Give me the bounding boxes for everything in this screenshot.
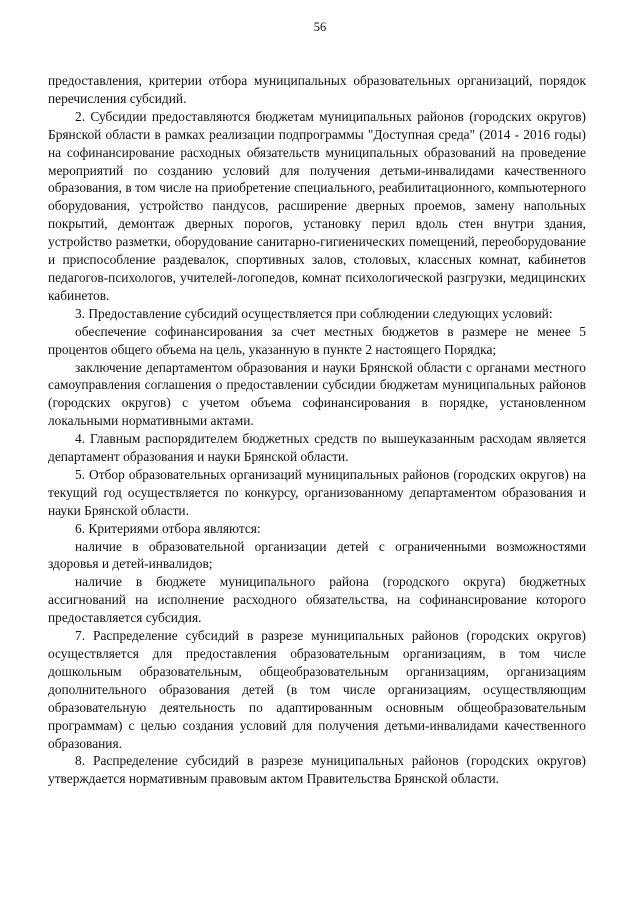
paragraph-5-selection: 5. Отбор образовательных организаций муниципальных районов (городских округов) на текущий год осуществляется по конкурсу, организованному департаментом образования и науки Брянской области. [48,466,586,518]
paragraph-condition-cofinancing: обеспечение софинансирования за счет местных бюджетов в размере не менее 5 процентов общего объема на цель, указанную в пункте 2 настоящего Порядка; [48,323,586,357]
paragraph-3-conditions: 3. Предоставление субсидий осуществляется при соблюдении следующих условий: [75,305,553,321]
paragraph-8-approval: 8. Распределение субсидий в разрезе муниципальных районов (городских округов) утверждается нормативным правовым актом Правительства Брянской области. [48,753,586,787]
paragraph-7-distribution: 7. Распределение субсидий в разрезе муниципальных районов (городских округов) осуществляется для предоставления образовательным организациям, в том числе дошкольным образовательным, общеобразовательным организациям, организациям дополнительного образования детей (в том числе организациям, осуществляющим образовательную деятельность по адаптированным основным общеобразовательным программам) с целью создания условий для получения детьми-инвалидами качественного образования. [48,628,586,751]
paragraph-criterion-budget: наличие в бюджете муниципального района (городского округа) бюджетных ассигнований на исполнение расходного обязательства, на софинансирование которого предоставляется субсидия. [48,574,586,626]
paragraph-criterion-children: наличие в образовательной организации детей с ограниченными возможностями здоровья и детей-инвалидов; [48,538,586,572]
document-body [48,72,586,788]
paragraph-condition-agreement: заключение департаментом образования и науки Брянской области с органами местного самоуправления соглашения о предоставлении субсидии бюджетам муниципальных районов (городских округов) с учетом объема софинансирования в порядке, установленном локальными нормативными актами. [48,359,586,429]
page-number: 56 [313,20,327,34]
paragraph-1-continuation: предоставления, критерии отбора муниципальных образовательных организаций, порядок перечисления субсидий. [48,73,586,106]
paragraph-2-subsidies: 2. Субсидии предоставляются бюджетам муниципальных районов (городских округов) Брянской области в рамках реализации подпрограммы "Доступная среда" (2014 - 2016 годы) на софинансирование расходных обязательств муниципальных образований на проведение мероприятий по созданию условий для получения детьми-инвалидами качественного образования, в том числе на приобретение специального, реабилитационного, компьютерного оборудования, устройство пандусов, расширение дверных проемов, замену напольных покрытий, демонтаж дверных порогов, установку перил вдоль стен внутри здания, устройство разметки, оборудование санитарно-гигиенических помещений, переоборудование и приспособление раздевалок, спортивных залов, столовых, классных комнат, кабинетов педагогов-психологов, учителей-логопедов, комнат психологической разгрузки, медицинских кабинетов. [48,108,586,303]
paragraph-4-administrator: 4. Главным распорядителем бюджетных средств по вышеуказанным расходам является департамент образования и науки Брянской области. [48,431,586,465]
paragraph-6-criteria: 6. Критериями отбора являются: [75,520,261,536]
